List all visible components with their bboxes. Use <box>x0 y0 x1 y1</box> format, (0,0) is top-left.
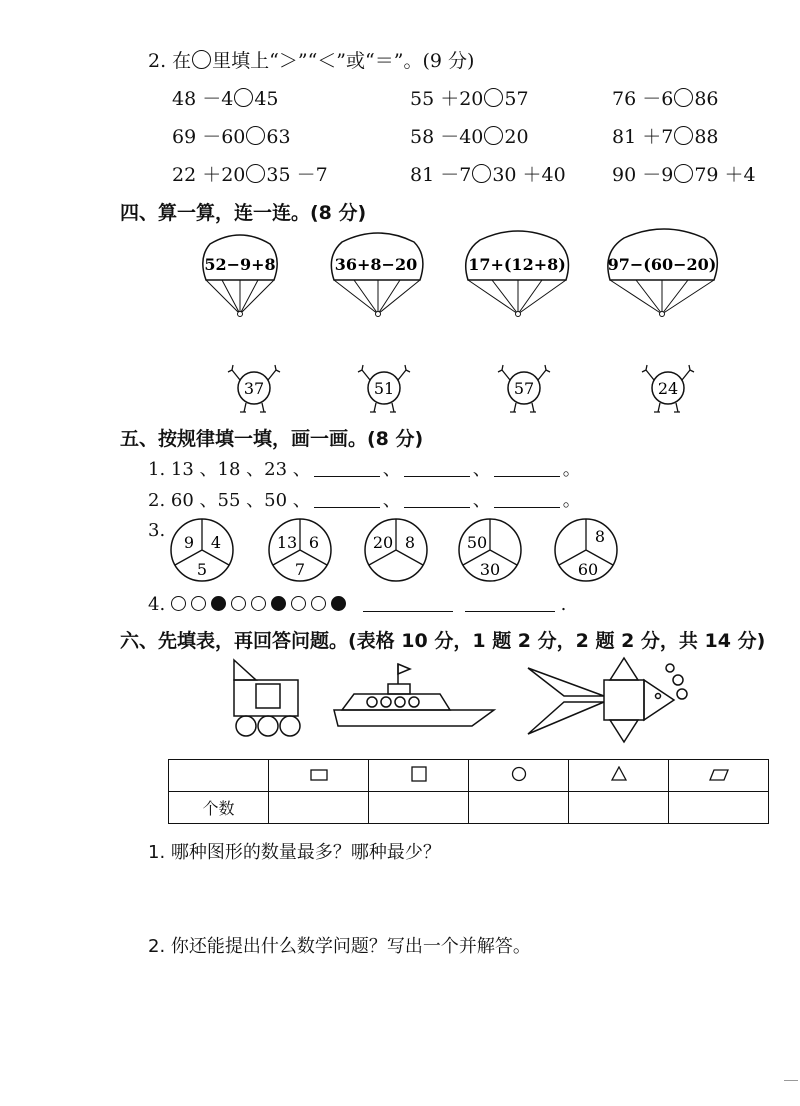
shape-count-table <box>168 759 769 824</box>
compare-circle[interactable] <box>674 126 693 145</box>
compare-item: 76 －6 86 <box>612 88 719 110</box>
question-2: 2. 你还能提出什么数学问题？写出一个并解答。 <box>148 936 531 957</box>
answer-blank[interactable] <box>404 460 470 477</box>
svg-text:13: 13 <box>276 533 298 552</box>
svg-text:57: 57 <box>513 379 535 398</box>
pattern-q2: 2. 60 、55 、50 、 、 、 。 <box>148 490 581 511</box>
svg-text:24: 24 <box>657 379 679 398</box>
compare-circle[interactable] <box>484 126 503 145</box>
svg-text:5: 5 <box>196 560 208 579</box>
count-cell[interactable] <box>269 792 369 824</box>
square-icon <box>411 766 427 782</box>
compare-circle[interactable] <box>246 164 265 183</box>
pie-5[interactable] <box>555 519 617 581</box>
question-1: 1. 哪种图形的数量最多？哪种最少？ <box>148 842 441 863</box>
filled-circle-icon <box>271 596 286 611</box>
pie-4[interactable] <box>459 519 521 581</box>
answer-blank[interactable] <box>314 460 380 477</box>
table-header-cell <box>469 760 569 792</box>
svg-text:37: 37 <box>243 379 265 398</box>
pie-2 <box>269 519 331 581</box>
hollow-circle-icon <box>171 596 186 611</box>
table-header-cell <box>669 760 769 792</box>
compare-circle[interactable] <box>674 88 693 107</box>
compare-item: 90 －9 79 ＋4 <box>612 164 756 186</box>
hollow-circle-icon <box>231 596 246 611</box>
parallelogram-icon <box>709 769 729 781</box>
compare-item: 58 －40 20 <box>410 126 529 148</box>
hollow-circle-icon <box>311 596 326 611</box>
answer-blank[interactable] <box>314 491 380 508</box>
parachute-4[interactable] <box>608 229 718 317</box>
answer-area-1[interactable] <box>148 866 748 922</box>
svg-text:7: 7 <box>294 560 306 579</box>
answer-figure-2[interactable] <box>358 365 410 412</box>
compare-circle[interactable] <box>674 164 693 183</box>
svg-text:30: 30 <box>479 560 501 579</box>
compare-circle[interactable] <box>472 164 491 183</box>
compare-circle[interactable] <box>484 88 503 107</box>
parachute-expr: 52−9+8 <box>204 255 276 274</box>
pie-1 <box>171 519 233 581</box>
pattern-q4: 4. . <box>148 594 567 615</box>
compare-circle[interactable] <box>246 126 265 145</box>
q2-title: 2. 在 里填上“＞”“＜”或“＝”。(9 分) <box>148 50 475 72</box>
answer-figure-3[interactable] <box>498 365 550 412</box>
parachutes-svg <box>190 228 730 320</box>
answer-figure-4[interactable] <box>642 365 694 412</box>
compare-item: 69 －60 63 <box>172 126 291 148</box>
svg-text:51: 51 <box>373 379 395 398</box>
answer-figure-1[interactable] <box>228 365 280 412</box>
svg-text:50: 50 <box>466 533 488 552</box>
compare-item: 48 －4 45 <box>172 88 279 110</box>
compare-item: 55 ＋20 57 <box>410 88 529 110</box>
table-header-cell <box>269 760 369 792</box>
filled-circle-icon <box>211 596 226 611</box>
pattern-q3-label: 3. <box>148 520 166 541</box>
truck-picture <box>234 660 300 736</box>
compare-circle[interactable] <box>234 88 253 107</box>
rectangle-icon <box>310 769 328 781</box>
draw-blank[interactable] <box>465 595 555 612</box>
table-corner-cell <box>169 760 269 792</box>
table-header-row <box>169 760 769 792</box>
parachute-2[interactable] <box>331 233 423 317</box>
compare-item: 81 ＋7 88 <box>612 126 719 148</box>
row-label: 个数 <box>169 792 269 824</box>
svg-text:60: 60 <box>577 560 599 579</box>
pie-3[interactable] <box>365 519 427 581</box>
svg-text:6: 6 <box>308 533 320 552</box>
answer-blank[interactable] <box>494 491 560 508</box>
fish-picture <box>528 658 687 742</box>
svg-text:8: 8 <box>404 533 416 552</box>
svg-text:20: 20 <box>372 533 394 552</box>
count-cell[interactable] <box>669 792 769 824</box>
filled-circle-icon <box>331 596 346 611</box>
draw-blank[interactable] <box>363 595 453 612</box>
hollow-circle-icon <box>191 596 206 611</box>
dot-pattern <box>171 594 351 615</box>
circle-icon <box>511 766 527 782</box>
pattern-q1: 1. 13 、18 、23 、 、 、 。 <box>148 459 581 480</box>
answer-blank[interactable] <box>494 460 560 477</box>
table-header-cell <box>369 760 469 792</box>
svg-text:4: 4 <box>210 533 222 552</box>
count-cell[interactable] <box>569 792 669 824</box>
pie-5-svg <box>552 514 632 586</box>
parachute-expr: 36+8−20 <box>334 255 418 274</box>
shape-pictures-svg <box>228 654 708 750</box>
answer-blank[interactable] <box>404 491 470 508</box>
parachute-3[interactable] <box>466 231 569 317</box>
ship-picture <box>334 664 494 726</box>
triangle-icon <box>611 766 627 781</box>
answer-figures-svg <box>218 360 708 416</box>
compare-item: 22 ＋20 35 －7 <box>172 164 328 186</box>
table-header-cell <box>569 760 669 792</box>
table-row <box>169 792 769 824</box>
section5-title: 五、按规律填一填，画一画。(8 分) <box>120 428 424 450</box>
parachute-expr: 97−(60−20) <box>607 255 717 274</box>
parachute-expr: 17+(12+8) <box>468 255 566 274</box>
answer-area-2[interactable] <box>148 962 748 1072</box>
circle-blank-icon <box>192 50 211 69</box>
svg-text:9: 9 <box>183 533 195 552</box>
compare-item: 81 －7 30 ＋40 <box>410 164 566 186</box>
section6-title: 六、先填表，再回答问题。(表格 10 分，1 题 2 分，2 题 2 分，共 14 分) <box>120 630 766 652</box>
section4-title: 四、算一算，连一连。(8 分) <box>120 202 367 224</box>
hollow-circle-icon <box>251 596 266 611</box>
count-cell[interactable] <box>369 792 469 824</box>
count-cell[interactable] <box>469 792 569 824</box>
parachute-1[interactable] <box>203 235 277 317</box>
page-edge-mark <box>784 1080 798 1081</box>
svg-text:8: 8 <box>594 527 606 546</box>
hollow-circle-icon <box>291 596 306 611</box>
pies-svg <box>170 514 550 586</box>
